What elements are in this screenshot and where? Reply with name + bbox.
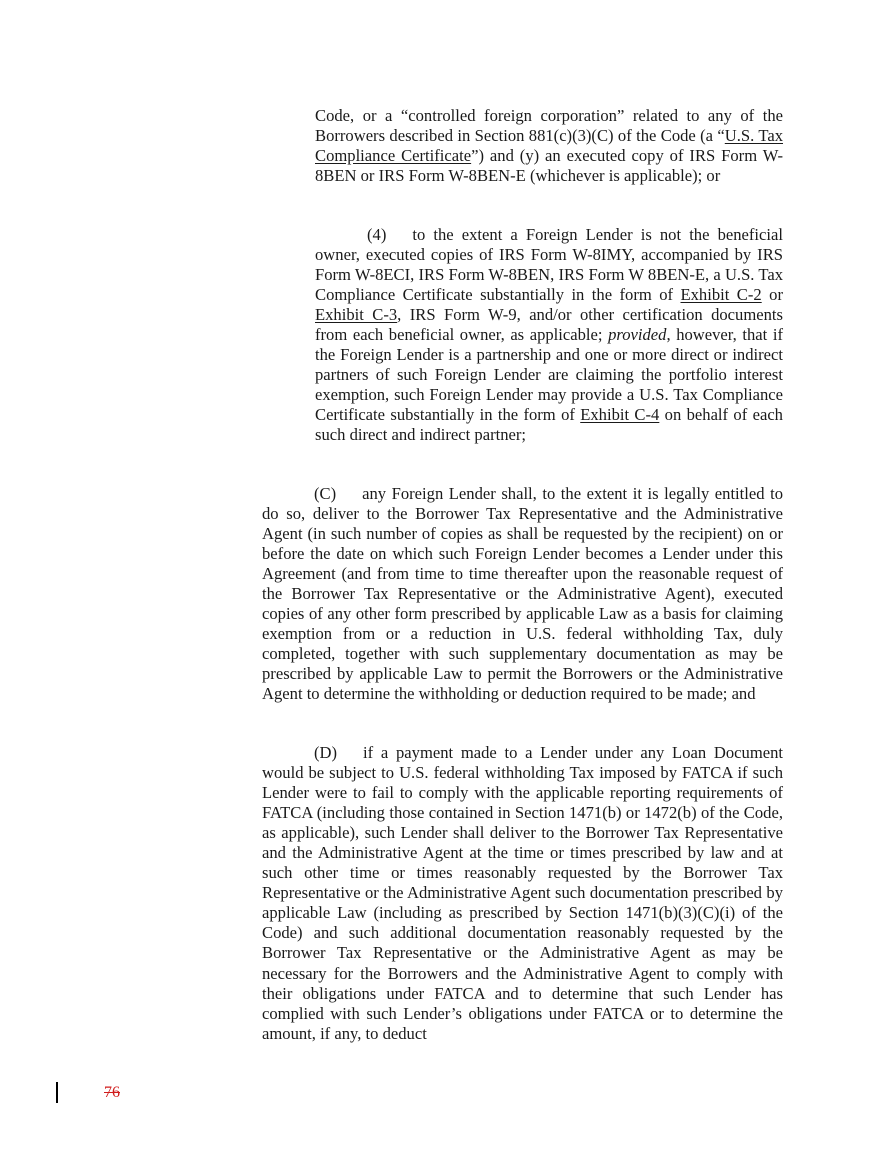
p2-text-4: , however, that if the Foreign Lender is a partnership and one or more direct or indirect partners of such Foreign Lender are claiming the portfolio interest exemption, such Foreign Lender may provide a U.S. Tax Compliance Certificate substantially in the form of [315,325,783,425]
p2-text-2: or [761,285,783,305]
revision-change-bar [56,1082,58,1103]
p2-text-1: to the extent a Foreign Lender is not the beneficial owner, executed copies of IRS Form W-8IMY, accompanied by IRS Form W-8ECI, IRS Form W-8BEN, IRS Form W 8BEN-E, a U.S. Tax Compliance Certificate substantially in the form of [315,225,783,305]
provided-term: provided [608,325,667,345]
paragraph-c-text: any Foreign Lender shall, to the extent it is legally entitled to do so, deliver to the Borrower Tax Representative and the Administrative Agent (in such number of copies as shall be requested by the recipient) on or before the date on which such Foreign Lender becomes a Lender under this Agreement (and from time to time thereafter upon the reasonable request of the Borrower Tax Representative or the Administrative Agent), executed copies of any other form prescribed by applicable Law as a basis for claiming exemption from or a reduction in U.S. federal withholding Tax, duly completed, together with such supplementary documentation as may be prescribed by applicable Law to permit the Borrowers or the Administrative Agent to determine the withholding or deduction required to be made; and [262,484,783,704]
paragraph-code-continuation [315,106,783,186]
paragraph-d-number: (D) [314,743,338,762]
exhibit-c2-link[interactable]: Exhibit C-2 [680,285,762,305]
paragraph-c-number: (C) [314,484,337,503]
p1-text-2: ”) and (y) an executed copy of IRS Form W-8BEN or IRS Form W-8BEN-E (whichever is applicable); or [315,146,783,186]
us-tax-compliance-certificate-term: U.S. Tax Compliance Certificate [315,126,783,166]
paragraph-4 [315,225,783,446]
paragraph-4-number: (4) [367,225,387,244]
p2-text-5: on behalf of each such direct and indirect partner; [315,405,783,445]
exhibit-c3-link[interactable]: Exhibit C-3 [315,305,398,325]
paragraph-d [262,743,783,1044]
paragraph-d-text: if a payment made to a Lender under any Loan Document would be subject to U.S. federal withholding Tax imposed by FATCA if such Lender were to fail to comply with the applicable reporting requirements of FATCA (including those contained in Section 1471(b) or 1472(b) of the Code, as applicable), such Lender shall deliver to the Borrower Tax Representative and the Administrative Agent at the time or times prescribed by law and at such other time or times reasonably requested by the Borrower Tax Representative or the Administrative Agent such documentation prescribed by applicable Law (including as prescribed by Section 1471(b)(3)(C)(i) of the Code) and such additional documentation reasonably requested by the Borrower Tax Representative or the Administrative Agent as may be necessary for the Borrowers and the Administrative Agent to comply with their obligations under FATCA and to determine that such Lender has complied with such Lender’s obligations under FATCA or to determine the amount, if any, to deduct [262,743,783,1043]
exhibit-c4-link[interactable]: Exhibit C-4 [580,405,660,425]
paragraph-c [262,484,783,705]
p1-text-1: Code, or a “controlled foreign corporation” related to any of the Borrowers described in Section 881(c)(3)(C) of the Code (a “ [315,106,783,146]
page-number: 76 [104,1084,120,1101]
p2-text-3: , IRS Form W-9, and/or other certification documents from each beneficial owner, as applicable; [315,305,783,345]
